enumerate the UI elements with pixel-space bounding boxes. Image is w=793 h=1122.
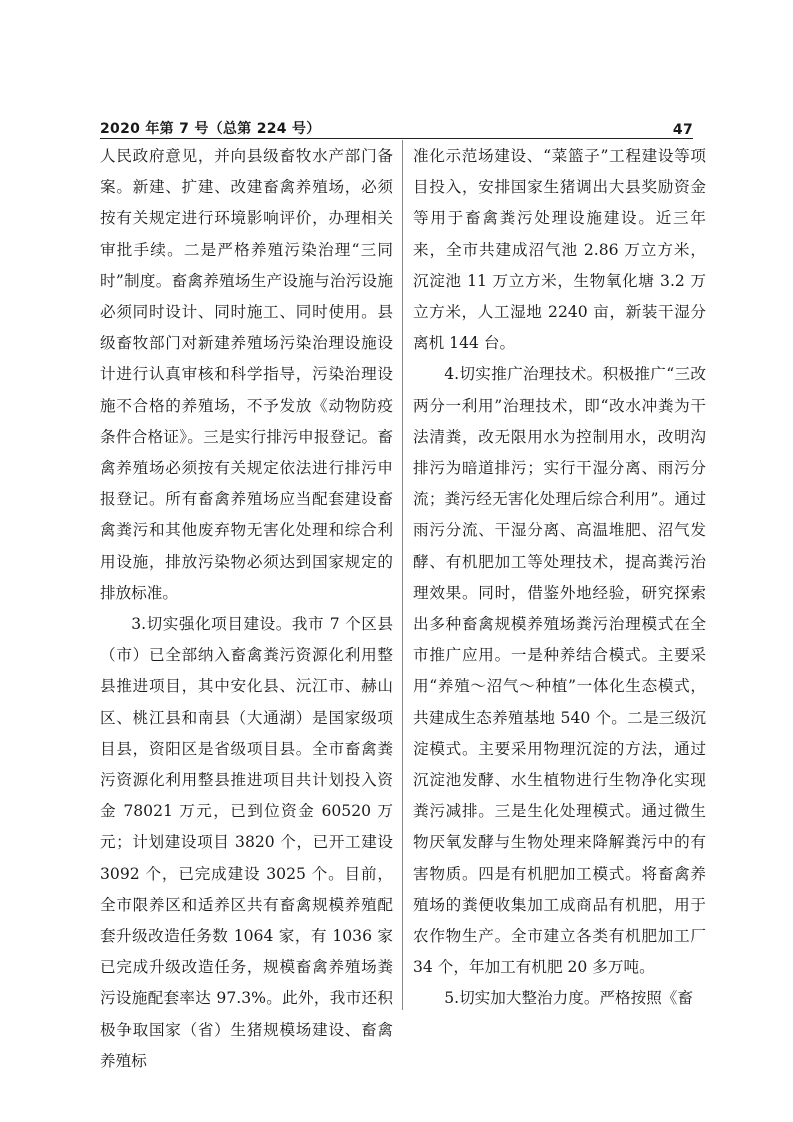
issue-label: 2020 年第 7 号（总第 224 号） (100, 121, 321, 137)
paragraph-continued: 人民政府意见，并向县级畜牧水产部门备案。新建、扩建、改建畜禽养殖场，必须按有关规定进行环境影响评价，办理相关审批手续。二是严格养殖污染治理“三同时”制度。畜禽养殖场生产设施与治污设施必须同时设计、同时施工、同时使用。县级畜牧部门对新建养殖场污染治理设施设计进行认真审核和科学指导，污染治理设施不合格的养殖场，不予发放《动物防疫条件合格证》。三是实行排污申报登记。畜禽养殖场必须按有关规定依法进行排污申报登记。所有畜禽养殖场应当配套建设畜禽粪污和其他废弃物无害化处理和综合利用设施，排放污染物必须达到国家规定的排放标准。 (100, 147, 393, 602)
page-number: 47 (672, 122, 693, 138)
right-column (413, 141, 706, 1015)
running-header (100, 116, 693, 138)
header-rule (100, 138, 693, 139)
left-column (100, 141, 393, 1077)
paragraph-treatment-technology: 4.切实推广治理技术。积极推广“三改两分一利用”治理技术，即“改水冲粪为干法清粪，改无限用水为控制用水，改明沟排污为暗道排污；实行干湿分离、雨污分流；粪污经无害化处理后综合利用”。通过雨污分流、干湿分离、高温堆肥、沼气发酵、有机肥加工等处理技术，提高粪污治理效果。同时，借鉴外地经验，研究探索出多种畜禽规模养殖场粪污治理模式在全市推广应用。一是种养结合模式。主要采用“养殖～沼气～种植”一体化生态模式，共建成生态养殖基地 540 个。二是三级沉淀模式。主要采用物理沉淀的方法，通过沉淀池发酵、水生植物进行生物净化实现粪污减排。三是生化处理模式。通过微生物厌氧发酵与生物处理来降解粪污中的有害物质。四是有机肥加工模式。将畜禽养殖场的粪便收集加工成商品有机肥，用于农作物生产。全市建立各类有机肥加工厂 34 个，年加工有机肥 20 多万吨。 (413, 365, 706, 977)
column-divider (402, 140, 403, 1010)
paragraph-project-construction: 3.切实强化项目建设。我市 7 个区县（市）已全部纳入畜禽粪污资源化利用整县推进项目，其中安化县、沅江市、赫山区、桃江县和南县（大通湖）是国家级项目县，资阳区是省级项目县。全市畜禽粪污资源化利用整县推进项目共计划投入资金 78021 万元，已到位资金 60520 万元；计划建设项目 3820 个，已开工建设 3092 个，已完成建设 3025 个。目前，全市限养区和适养区共有畜禽规模养殖配套升级改造任务数 1064 家，有 1036 家已完成升级改造任务，规模畜禽养殖场粪污设施配套率达 97.3%。此外，我市还积极争取国家（省）生猪规模场建设、畜禽养殖标 (100, 615, 393, 1070)
paragraph-rectification: 5.切实加大整治力度。严格按照《畜 (444, 989, 693, 1008)
paragraph-continued-right: 准化示范场建设、“菜篮子”工程建设等项目投入，安排国家生猪调出大县奖励资金等用于畜禽粪污处理设施建设。近三年来，全市共建成沼气池 2.86 万立方米，沉淀池 11 万立方米，生物氧化塘 3.2 万立方米，人工湿地 2240 亩，新装干湿分离机 144 台。 (413, 147, 706, 353)
